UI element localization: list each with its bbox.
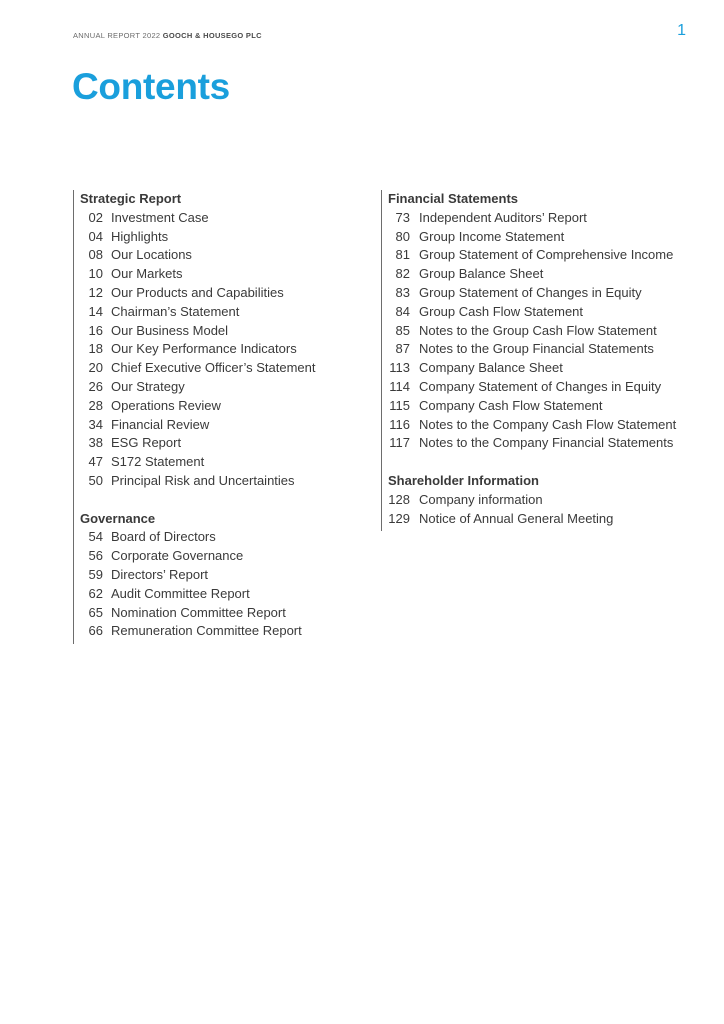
toc-entry[interactable] <box>80 547 380 566</box>
toc-entry-label: Notes to the Company Cash Flow Statement <box>419 416 677 432</box>
toc-page-number: 114 <box>389 378 410 394</box>
toc-entry-label: ESG Report <box>111 435 182 451</box>
toc-entry[interactable] <box>388 491 698 510</box>
toc-entry-label: Operations Review <box>111 397 221 413</box>
toc-page-number: 117 <box>389 435 410 451</box>
toc-entry[interactable] <box>80 472 380 491</box>
toc-entry[interactable] <box>388 416 698 435</box>
toc-entry-label: Notes to the Group Financial Statements <box>419 341 654 357</box>
section-title-governance: Governance <box>80 510 156 526</box>
toc-entry[interactable] <box>80 340 380 359</box>
toc-entry-label: Independent Auditors’ Report <box>419 209 587 225</box>
toc-entry[interactable] <box>80 453 380 472</box>
toc-entry[interactable] <box>388 378 698 397</box>
toc-entry-label: Company Balance Sheet <box>419 360 563 376</box>
strategic-report-list <box>80 209 380 491</box>
toc-entry-label: Principal Risk and Uncertainties <box>111 472 295 488</box>
toc-page-number: 02 <box>88 209 103 225</box>
toc-entry[interactable] <box>388 359 698 378</box>
toc-page-number: 83 <box>395 284 410 300</box>
toc-entry[interactable] <box>80 303 380 322</box>
toc-entry[interactable] <box>80 246 380 265</box>
toc-entry-label: Audit Committee Report <box>111 585 250 601</box>
toc-page-number: 87 <box>395 341 410 357</box>
toc-page-number: 12 <box>88 284 103 300</box>
toc-entry-label: Company Cash Flow Statement <box>419 397 603 413</box>
toc-entry-label: Our Products and Capabilities <box>111 284 284 300</box>
toc-entry[interactable] <box>388 322 698 341</box>
toc-column-left <box>73 190 380 644</box>
toc-page-number: 62 <box>88 585 103 601</box>
report-label: ANNUAL REPORT 2022 <box>73 31 161 40</box>
toc-page-number: 14 <box>88 303 103 319</box>
toc-entry[interactable] <box>80 228 380 247</box>
toc-entry[interactable] <box>80 284 380 303</box>
section-title-shareholder-information: Shareholder Information <box>388 472 539 488</box>
toc-page-number: 08 <box>88 247 103 263</box>
toc-entry[interactable] <box>388 265 698 284</box>
page-title: Contents <box>72 66 230 107</box>
toc-page-number: 65 <box>88 604 103 620</box>
toc-entry[interactable] <box>388 303 698 322</box>
toc-entry[interactable] <box>80 322 380 341</box>
toc-page-number: 04 <box>88 228 103 244</box>
toc-entry-label: Group Statement of Comprehensive Income <box>419 247 674 263</box>
toc-entry[interactable] <box>388 228 698 247</box>
toc-page-number: 47 <box>88 454 103 470</box>
toc-page-number: 66 <box>88 623 103 639</box>
toc-entry[interactable] <box>388 397 698 416</box>
toc-entry-label: Notes to the Group Cash Flow Statement <box>419 322 657 338</box>
toc-page-number: 59 <box>88 566 103 582</box>
toc-page-number: 129 <box>388 510 410 526</box>
toc-page-number: 16 <box>88 322 103 338</box>
toc-entry[interactable] <box>80 585 380 604</box>
toc-entry[interactable] <box>80 397 380 416</box>
toc-column-right <box>381 190 698 531</box>
toc-entry[interactable] <box>80 566 380 585</box>
toc-entry-label: Notice of Annual General Meeting <box>419 510 614 526</box>
toc-entry-label: Our Locations <box>111 247 192 263</box>
toc-entry[interactable] <box>388 510 698 529</box>
toc-entry-label: Notes to the Company Financial Statements <box>419 435 674 451</box>
section-title-strategic-report: Strategic Report <box>80 191 182 206</box>
toc-page-number: 115 <box>389 397 410 413</box>
running-header <box>73 31 262 40</box>
toc-entry-label: Board of Directors <box>111 529 216 545</box>
toc-page-number: 56 <box>88 548 103 564</box>
toc-entry-label: Nomination Committee Report <box>111 604 286 620</box>
toc-page-number: 18 <box>88 341 103 357</box>
toc-entry[interactable] <box>80 528 380 547</box>
toc-entry-label: S172 Statement <box>111 454 205 470</box>
toc-entry-label: Company information <box>419 491 543 507</box>
toc-page-number: 34 <box>88 416 103 432</box>
toc-entry-label: Company Statement of Changes in Equity <box>419 378 662 394</box>
toc-entry[interactable] <box>80 209 380 228</box>
toc-entry-label: Our Business Model <box>111 322 229 338</box>
toc-page-number: 73 <box>395 209 410 225</box>
toc-entry[interactable] <box>80 359 380 378</box>
company-name: GOOCH & HOUSEGO PLC <box>162 31 262 40</box>
toc-entry[interactable] <box>388 434 698 453</box>
toc-page-number: 28 <box>88 397 103 413</box>
toc-entry[interactable] <box>80 604 380 623</box>
toc-entry[interactable] <box>388 246 698 265</box>
toc-entry[interactable] <box>80 378 380 397</box>
toc-entry-label: Investment Case <box>111 209 209 225</box>
toc-entry-label: Highlights <box>111 228 169 244</box>
toc-entry[interactable] <box>80 434 380 453</box>
toc-entry[interactable] <box>80 265 380 284</box>
toc-entry-label: Remuneration Committee Report <box>111 623 302 639</box>
toc-entry-label: Group Income Statement <box>419 228 565 244</box>
toc-entry[interactable] <box>80 416 380 435</box>
toc-entry-label: Financial Review <box>111 416 210 432</box>
toc-page-number: 50 <box>88 472 103 488</box>
toc-page-number: 82 <box>395 266 410 282</box>
toc-page-number: 26 <box>88 378 103 394</box>
toc-page-number: 10 <box>88 266 103 282</box>
toc-entry-label: Group Cash Flow Statement <box>419 303 584 319</box>
toc-entry-label: Our Key Performance Indicators <box>111 341 297 357</box>
toc-page-number: 80 <box>395 228 410 244</box>
toc-entry-label: Directors’ Report <box>111 566 209 582</box>
toc-page-number: 84 <box>395 303 410 319</box>
toc-page-number: 85 <box>395 322 410 338</box>
financial-statements-list <box>388 209 698 453</box>
toc-page-number: 54 <box>88 529 103 545</box>
toc-page-number: 113 <box>389 360 410 376</box>
toc-entry-label: Our Markets <box>111 266 183 282</box>
toc-page-number: 20 <box>88 360 103 376</box>
toc-entry-label: Chief Executive Officer’s Statement <box>111 360 316 376</box>
toc-entry[interactable] <box>388 340 698 359</box>
toc-entry-label: Chairman’s Statement <box>111 303 240 319</box>
toc-page-number: 81 <box>395 247 410 263</box>
toc-entry[interactable] <box>388 284 698 303</box>
page-number: 1 <box>677 22 686 39</box>
toc-entry[interactable] <box>388 209 698 228</box>
toc-entry[interactable] <box>80 622 380 641</box>
toc-page-number: 38 <box>88 435 103 451</box>
toc-page-number: 128 <box>388 491 410 507</box>
toc-entry-label: Group Statement of Changes in Equity <box>419 284 642 300</box>
toc-page-number: 116 <box>389 416 410 432</box>
section-title-financial-statements: Financial Statements <box>388 191 519 206</box>
toc-entry-label: Corporate Governance <box>111 548 244 564</box>
toc-entry-label: Group Balance Sheet <box>419 266 544 282</box>
toc-entry-label: Our Strategy <box>111 378 185 394</box>
shareholder-information-list <box>388 491 698 529</box>
governance-list <box>80 528 380 641</box>
